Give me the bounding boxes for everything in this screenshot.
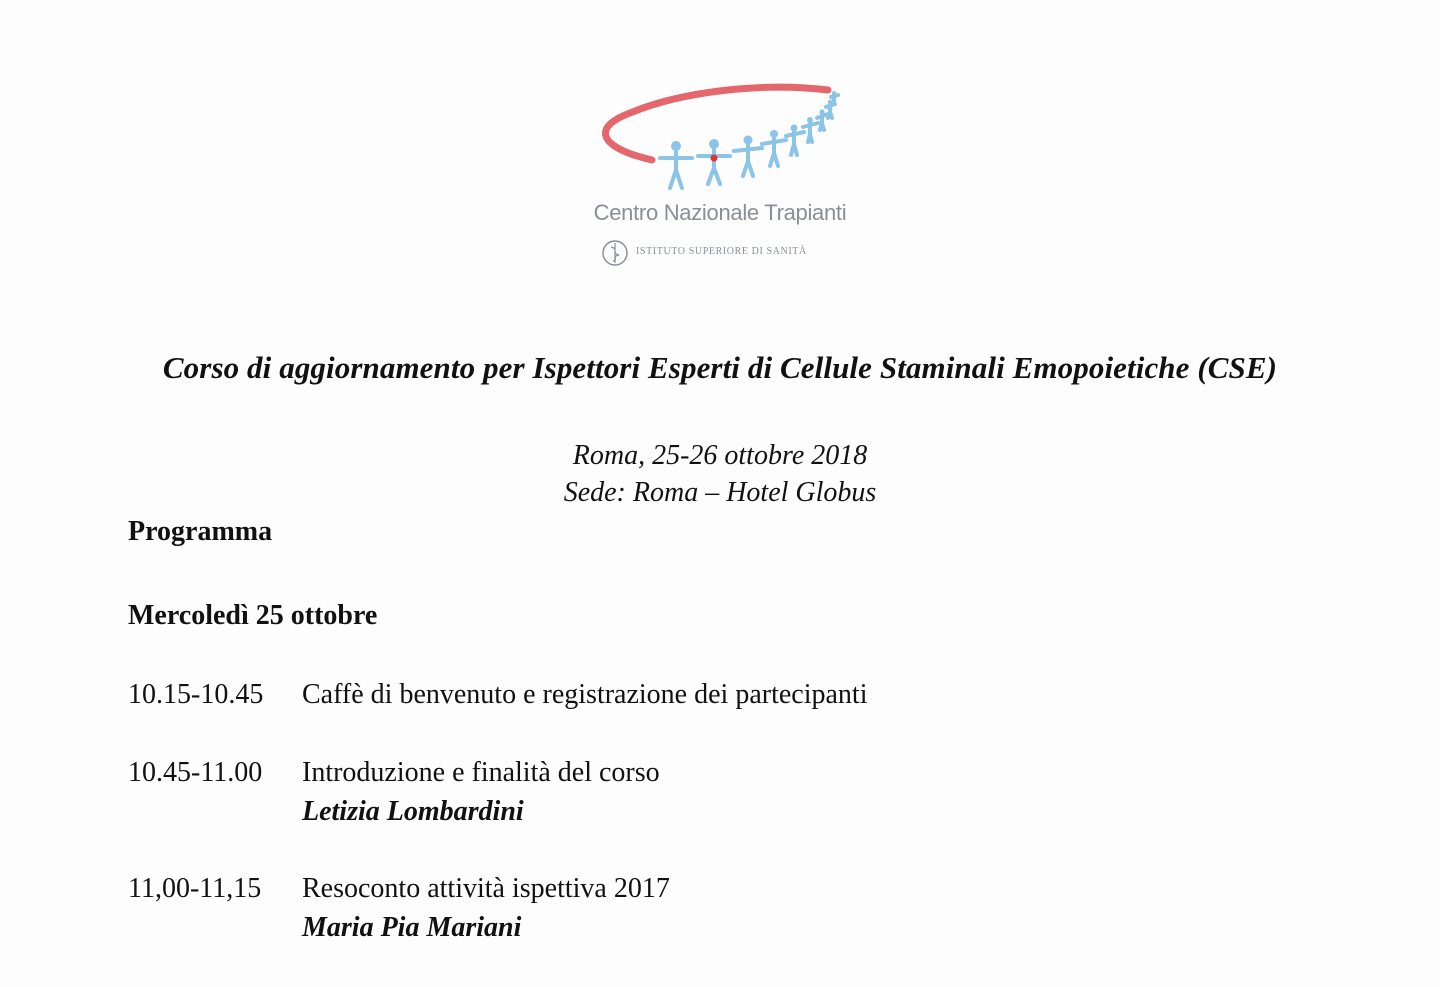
event-date: Roma, 25-26 ottobre 2018 — [572, 440, 868, 471]
session-title: Resoconto attività ispettiva 2017 — [302, 873, 670, 904]
session-title: Caffè di benvenuto e registrazione dei partecipanti — [302, 679, 868, 710]
program-heading: Programma — [128, 516, 273, 547]
logo-institute: ISTITUTO SUPERIORE DI SANITÀ — [636, 246, 807, 257]
iss-seal-icon — [600, 238, 630, 268]
session-title: Introduzione e finalità del corso — [302, 757, 660, 788]
session-time: 11,00-11,15 — [128, 873, 262, 904]
session-time: 10.45-11.00 — [128, 757, 263, 788]
day-heading: Mercoledì 25 ottobre — [128, 600, 378, 631]
session-speaker: Maria Pia Mariani — [302, 912, 522, 943]
document-title: Corso di aggiornamento per Ispettori Esperti di Cellule Staminali Emopoietiche (CSE) — [162, 350, 1278, 385]
people-circle-icon — [590, 78, 850, 198]
event-venue: Sede: Roma – Hotel Globus — [563, 477, 877, 508]
cnt-logo — [590, 78, 850, 278]
session-time: 10.15-10.45 — [128, 679, 264, 710]
logo-org-name: Centro Nazionale Trapianti — [593, 200, 847, 225]
session-speaker: Letizia Lombardini — [302, 796, 524, 827]
